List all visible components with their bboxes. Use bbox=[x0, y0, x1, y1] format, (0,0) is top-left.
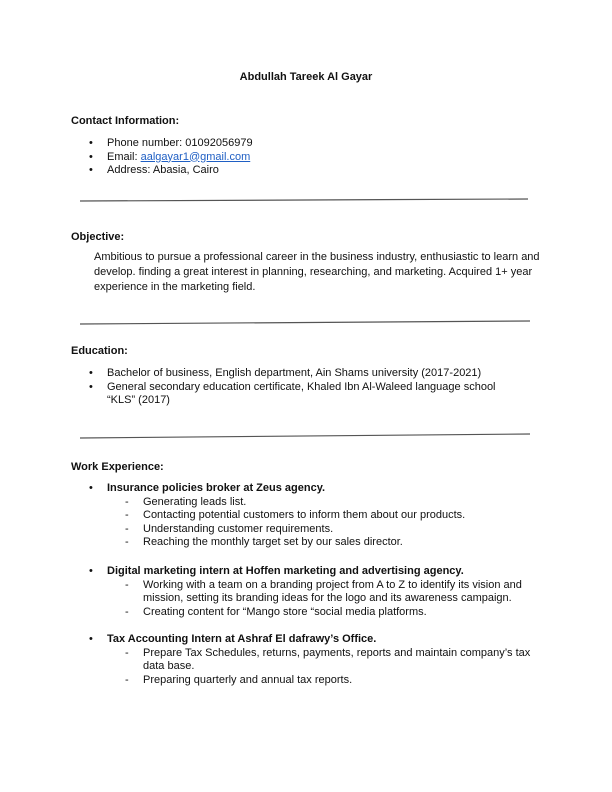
task-item: - Creating content for “Mango store “social media platforms. bbox=[89, 606, 543, 620]
contact-address: • Address: Abasia, Cairo bbox=[89, 164, 253, 178]
task-item: - Preparing quarterly and annual tax reports. bbox=[89, 674, 543, 688]
education-item: • General secondary education certificate, Khaled Ibn Al-Waleed language school “KLS” (2017) bbox=[89, 381, 509, 408]
objective-text: Ambitious to pursue a professional career in the business industry, enthusiastic to learn and develop. finding a great interest in planning, researching, and marketing. Acquired 1+ year experience in the marketing field. bbox=[94, 251, 540, 293]
task-item: - Understanding customer requirements. bbox=[89, 523, 543, 537]
task-item: - Prepare Tax Schedules, returns, payments, reports and maintain company’s tax data base. bbox=[89, 647, 543, 674]
task-item: - Contacting potential customers to inform them about our products. bbox=[89, 509, 543, 523]
contact-list bbox=[89, 137, 253, 178]
job-tasks bbox=[89, 496, 549, 550]
job-title: • Insurance policies broker at Zeus agency. bbox=[89, 482, 549, 496]
resume-name: Abdullah Tareek Al Gayar bbox=[239, 71, 373, 83]
job-title: • Digital marketing intern at Hoffen marketing and advertising agency. bbox=[89, 565, 549, 579]
contact-phone: • Phone number: 01092056979 bbox=[89, 137, 253, 151]
job-tasks bbox=[89, 579, 549, 620]
section-divider bbox=[80, 316, 530, 328]
job-entry bbox=[89, 482, 549, 550]
job-title: • Tax Accounting Intern at Ashraf El dafrawy’s Office. bbox=[89, 633, 549, 647]
contact-heading: Contact Information: bbox=[71, 115, 180, 127]
job-tasks bbox=[89, 647, 549, 688]
job-entry bbox=[89, 565, 549, 619]
work-heading: Work Experience: bbox=[71, 461, 164, 473]
section-divider bbox=[80, 193, 530, 205]
contact-email-item bbox=[89, 151, 253, 165]
objective-heading: Objective: bbox=[71, 231, 125, 243]
task-item: - Generating leads list. bbox=[89, 496, 543, 510]
section-divider bbox=[80, 430, 530, 442]
email-label: Email: bbox=[107, 150, 141, 163]
education-item: • Bachelor of business, English department, Ain Shams university (2017-2021) bbox=[89, 367, 509, 381]
task-item: - Working with a team on a branding project from A to Z to identify its vision and mission, setting its branding ideas for the logo and its awareness campaign. bbox=[89, 579, 543, 606]
education-list bbox=[89, 367, 509, 408]
education-heading: Education: bbox=[71, 345, 128, 357]
email-link[interactable]: aalgayar1@gmail.com bbox=[140, 150, 251, 163]
task-item: - Reaching the monthly target set by our sales director. bbox=[89, 536, 543, 550]
job-entry bbox=[89, 633, 549, 687]
